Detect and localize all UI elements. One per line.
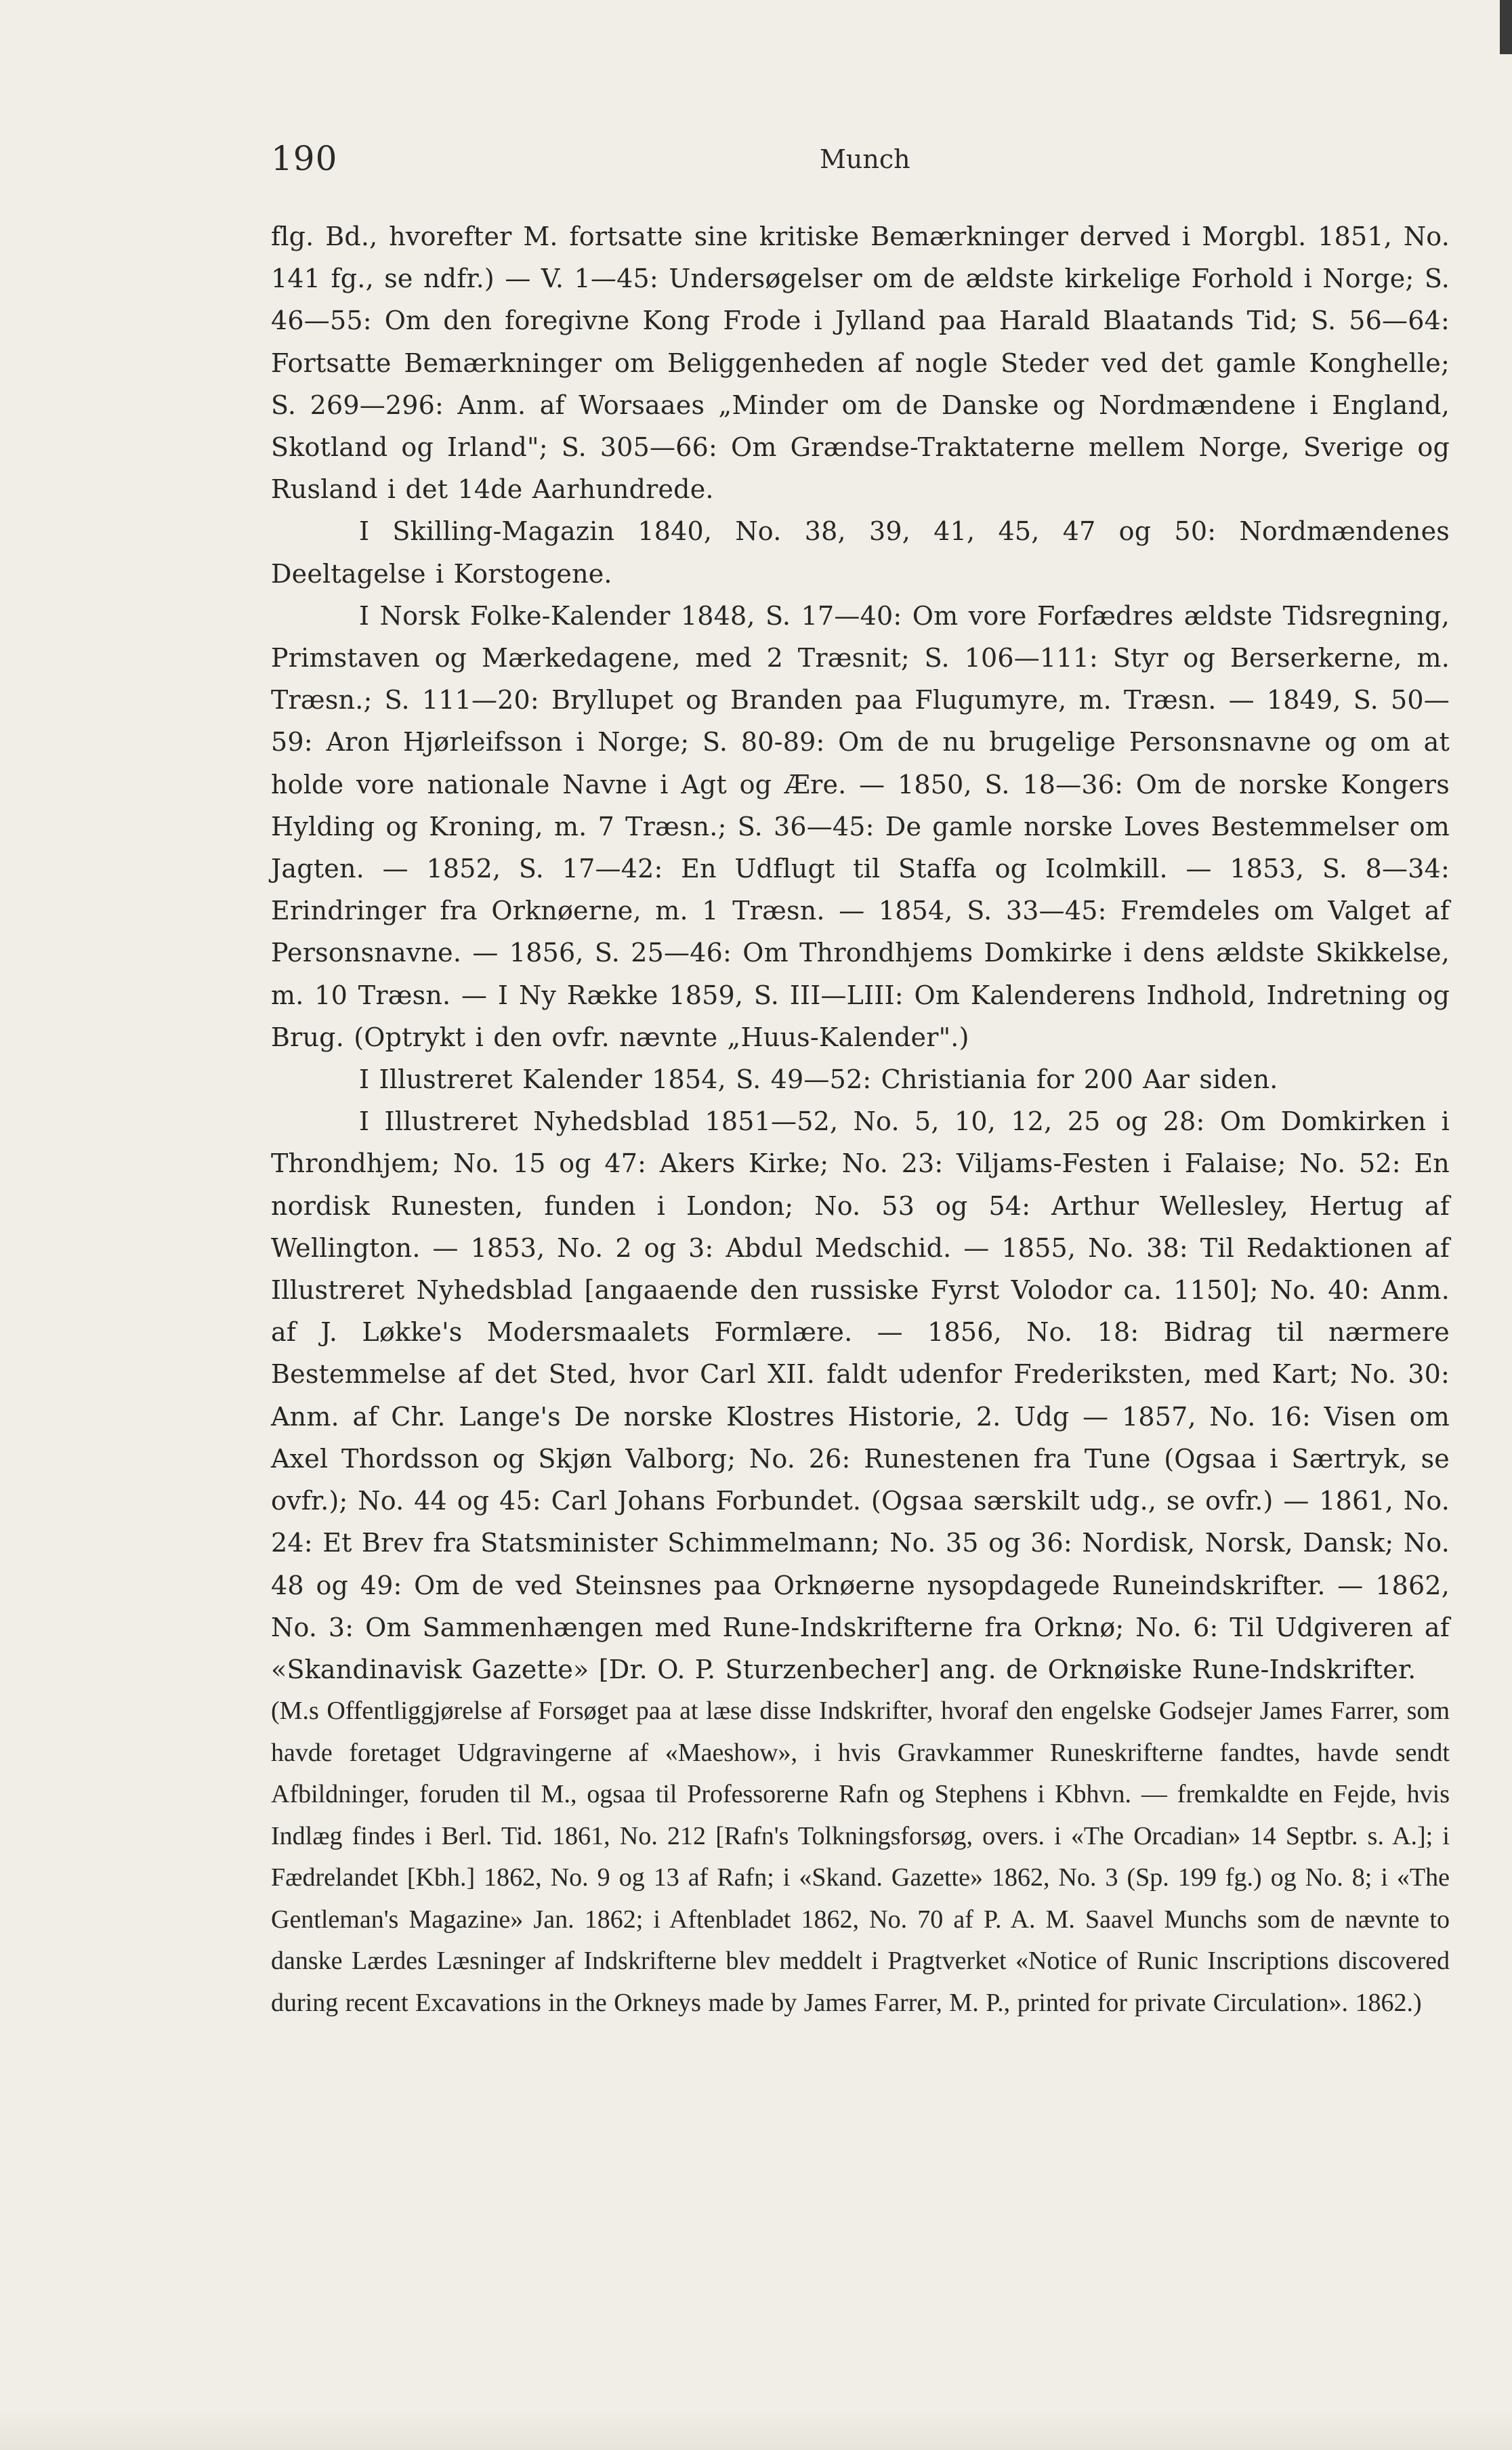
page-bottom-shade <box>0 2409 1512 2450</box>
paragraph-illustreret-kalender: I Illustreret Kalender 1854, S. 49—52: Christiania for 200 Aar siden. <box>359 1064 1278 1095</box>
page-body <box>271 215 1450 2024</box>
paragraph-continuation: flg. Bd., hvorefter M. fortsatte sine kritiske Bemærkninger derved i Morgbl. 1851, No. 141 fg., se ndfr.) — V. 1—45: Undersøgelser om de ældste kirkelige Forhold i Norge; S. 46—55: Om den foregivne Kong Frode i Jylland paa Harald Blaatands Tid; S. 56—64: Fortsatte Bemærkninger om Beliggenheden af nogle Steder ved det gamle Konghelle; S. 269—296: Anm. af Worsaaes „Minder om de Danske og Nordmændene i England, Skotland og Irland"; S. 305—66: Om Grændse-Traktaterne mellem Norge, Sverige og Rusland i det 14de Aarhundrede. <box>271 222 1450 505</box>
running-head: Munch <box>820 144 910 174</box>
scan-edge-mark <box>1500 0 1512 54</box>
paragraph-skilling-magazin: I Skilling-Magazin 1840, No. 38, 39, 41, 45, 47 og 50: Nordmændenes Deeltagelse i Korstogene. <box>271 516 1450 589</box>
paragraph-folke-kalender: I Norsk Folke-Kalender 1848, S. 17—40: Om vore Forfædres ældste Tidsregning, Primstaven og Mærkedagene, med 2 Træsnit; S. 106—111: Styr og Berserkerne, m. Træsn.; S. 111—20: Bryllupet og Branden paa Flugumyre, m. Træsn. — 1849, S. 50—59: Aron Hjørleifsson i Norge; S. 80-89: Om de nu brugelige Personsnavne og om at holde vore nationale Navne i Agt og Ære. — 1850, S. 18—36: Om de norske Kongers Hylding og Kroning, m. 7 Træsn.; S. 36—45: De gamle norske Loves Bestemmelser om Jagten. — 1852, S. 17—42: En Udflugt til Staffa og Icolmkill. — 1853, S. 8—34: Erindringer fra Orknøerne, m. 1 Træsn. — 1854, S. 33—45: Fremdeles om Valget af Personsnavne. — 1856, S. 25—46: Om Throndhjems Domkirke i dens ældste Skikkelse, m. 10 Træsn. — I Ny Række 1859, S. III—LIII: Om Kalenderens Indhold, Indretning og Brug. (Optrykt i den ovfr. nævnte „Huus-Kalender".) <box>271 600 1450 1052</box>
page-header <box>271 139 1463 186</box>
page-number: 190 <box>271 139 338 178</box>
paragraph-illustreret-nyhedsblad: I Illustreret Nyhedsblad 1851—52, No. 5, 10, 12, 25 og 28: Om Domkirken i Throndhjem; No. 15 og 47: Akers Kirke; No. 23: Viljams-Festen i Falaise; No. 52: En nordisk Runesten, funden i London; No. 53 og 54: Arthur Wellesley, Hertug af Wellington. — 1853, No. 2 og 3: Abdul Medschid. — 1855, No. 38: Til Redaktionen af Illustreret Nyhedsblad [angaaende den russiske Fyrst Volodor ca. 1150]; No. 40: Anm. af J. Løkke's Modersmaalets Formlære. — 1856, No. 18: Bidrag til nærmere Bestemmelse af det Sted, hvor Carl XII. faldt udenfor Frederiksten, med Kart; No. 30: Anm. af Chr. Lange's De norske Klostres Historie, 2. Udg — 1857, No. 16: Visen om Axel Thordsson og Skjøn Valborg; No. 26: Runestenen fra Tune (Ogsaa i Særtryk, se ovfr.); No. 44 og 45: Carl Johans Forbundet. (Ogsaa særskilt udg., se ovfr.) — 1861, No. 24: Et Brev fra Statsminister Schimmelmann; No. 35 og 36: Nordisk, Norsk, Dansk; No. 48 og 49: Om de ved Steinsnes paa Orknøerne nysopdagede Runeindskrifter. — 1862, No. 3: Om Sammenhængen med Rune-Indskrifterne fra Orknø; No. 6: Til Udgiveren af «Skandinavisk Gazette» [Dr. O. P. Sturzenbecher] ang. de Orknøiske Rune-Indskrifter. <box>271 1106 1450 1684</box>
antiqua-note: (M.s Offentliggjørelse af Forsøget paa at læse disse Indskrifter, hvoraf den engelske Godsejer James Farrer, som havde foretaget Udgravingerne af «Maeshow», i hvis Gravkammer Runeskrifterne fandtes, havde sendt Afbildninger, foruden til M., ogsaa til Professorerne Rafn og Stephens i Kbhvn. — fremkaldte en Fejde, hvis Indlæg findes i Berl. Tid. 1861, No. 212 [Rafn's Tolkningsforsøg, overs. i «The Orcadian» 14 Septbr. s. A.]; i Fædrelandet [Kbh.] 1862, No. 9 og 13 af Rafn; i «Skand. Gazette» 1862, No. 3 (Sp. 199 fg.) og No. 8; i «The Gentleman's Magazine» Jan. 1862; i Aftenbladet 1862, No. 70 af P. A. M. Saavel Munchs som de nævnte to danske Lærdes Læsninger af Indskrifterne blev meddelt i Pragtverket «Notice of Runic Inscriptions discovered during recent Excavations in the Orkneys made by James Farrer, M. P., printed for private Circulation». 1862.) <box>271 1697 1450 2017</box>
fraktur-text-block <box>271 215 1450 1690</box>
